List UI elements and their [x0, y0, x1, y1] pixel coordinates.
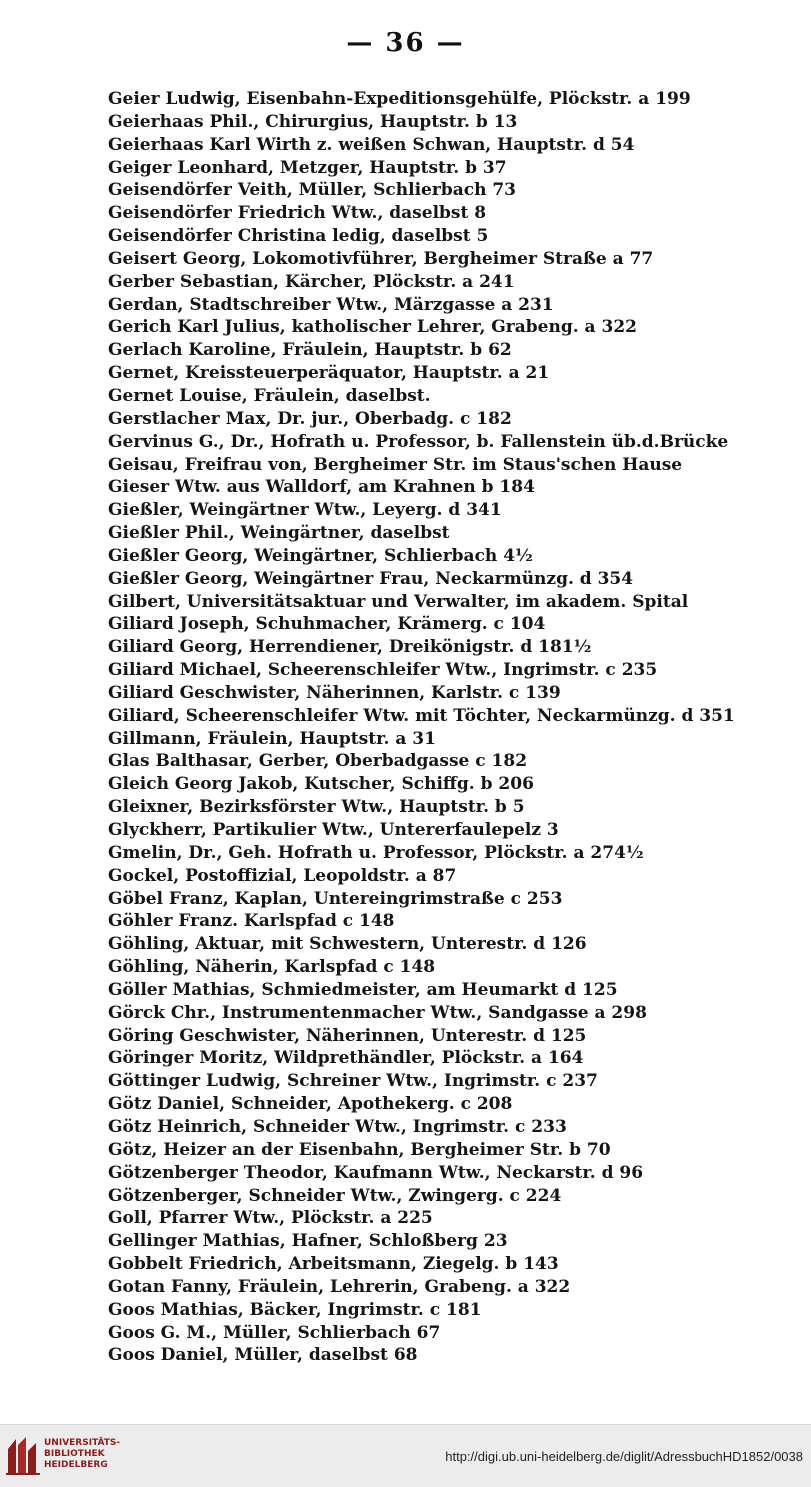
library-name: [44, 1438, 120, 1471]
address-entry: Götzenberger, Schneider Wtw., Zwingerg. c 224: [108, 1185, 562, 1206]
address-entry: Glyckherr, Partikulier Wtw., Untererfaulepelz 3: [108, 820, 559, 840]
address-entry: Goos G. M., Müller, Schlierbach 67: [108, 1322, 441, 1343]
address-entry: Götzenberger Theodor, Kaufmann Wtw., Neckarstr. d 96: [108, 1162, 644, 1183]
address-entry: Göringer Moritz, Wildprethändler, Plöckstr. a 164: [108, 1048, 584, 1069]
address-entry: Gernet Louise, Fräulein, daselbst.: [108, 385, 431, 406]
address-entry: Gerber Sebastian, Kärcher, Plöckstr. a 241: [108, 271, 515, 292]
address-entry: Gießler, Weingärtner Wtw., Leyerg. d 341: [108, 500, 502, 521]
library-name-line-2: BIBLIOTHEK: [44, 1449, 105, 1459]
address-entry: Gleich Georg Jakob, Kutscher, Schiffg. b 206: [108, 774, 534, 795]
address-entry: Göbel Franz, Kaplan, Untereingrimstraße c 253: [108, 888, 563, 909]
address-entry: Gillmann, Fräulein, Hauptstr. a 31: [108, 728, 436, 749]
address-entry: Gobbelt Friedrich, Arbeitsmann, Ziegelg. b 143: [108, 1254, 559, 1275]
address-entry: Goos Mathias, Bäcker, Ingrimstr. c 181: [108, 1299, 482, 1320]
address-entry: Götz Daniel, Schneider, Apothekerg. c 208: [108, 1094, 513, 1115]
address-entry: Göring Geschwister, Näherinnen, Unterestr. d 125: [108, 1025, 587, 1046]
address-entry-list: [108, 88, 808, 1367]
address-entry: Giliard Joseph, Schuhmacher, Krämerg. c 104: [108, 614, 546, 635]
address-entry: Gleixner, Bezirksförster Wtw., Hauptstr. b 5: [108, 797, 525, 818]
address-entry: Gilbert, Universitätsaktuar und Verwalter, im akadem. Spital: [108, 591, 689, 612]
library-name-line-1: UNIVERSITÄTS-: [44, 1438, 121, 1448]
address-entry: Görck Chr., Instrumentenmacher Wtw., Sandgasse a 298: [108, 1002, 647, 1023]
address-entry: Giliard Geschwister, Näherinnen, Karlstr. c 139: [108, 682, 561, 703]
address-entry: Geisendörfer Veith, Müller, Schlierbach 73: [108, 180, 517, 201]
address-entry: Gerdan, Stadtschreiber Wtw., Märzgasse a 231: [108, 294, 554, 315]
address-entry: Geisendörfer Christina ledig, daselbst 5: [108, 226, 489, 247]
page-number: — 36 —: [346, 28, 465, 58]
address-entry: Gmelin, Dr., Geh. Hofrath u. Professor, Plöckstr. a 274½: [108, 842, 644, 863]
address-entry: Götz, Heizer an der Eisenbahn, Bergheimer Str. b 70: [108, 1139, 611, 1160]
address-entry: Gockel, Postoffizial, Leopoldstr. a 87: [108, 865, 457, 886]
address-entry: Geier Ludwig, Eisenbahn-Expeditionsgehülfe, Plöckstr. a 199: [108, 89, 691, 109]
source-url-link[interactable]: http://digi.ub.uni-heidelberg.de/diglit/AdressbuchHD1852/0038: [445, 1449, 803, 1464]
address-entry: Göhling, Aktuar, mit Schwestern, Unterestr. d 126: [108, 934, 587, 955]
address-entry: Gotan Fanny, Fräulein, Lehrerin, Grabeng. a 322: [108, 1276, 571, 1297]
address-entry: Gerstlacher Max, Dr. jur., Oberbadg. c 182: [108, 408, 512, 429]
address-entry: Gießler Georg, Weingärtner, Schlierbach 4½: [108, 545, 533, 566]
address-entry: Geisert Georg, Lokomotivführer, Bergheimer Straße a 77: [108, 248, 654, 269]
address-entry: Geierhaas Phil., Chirurgius, Hauptstr. b 13: [108, 111, 518, 132]
address-entry: Giliard Michael, Scheerenschleifer Wtw., Ingrimstr. c 235: [108, 660, 658, 681]
address-entry: Göhler Franz. Karlspfad c 148: [108, 911, 395, 932]
address-entry: Giliard, Scheerenschleifer Wtw. mit Töchter, Neckarmünzg. d 351: [108, 705, 735, 726]
address-entry: Göhling, Näherin, Karlspfad c 148: [108, 957, 436, 978]
address-entry: Gießler Georg, Weingärtner Frau, Neckarmünzg. d 354: [108, 568, 634, 589]
library-name-line-3: HEIDELBERG: [44, 1460, 108, 1470]
address-entry: Geisau, Freifrau von, Bergheimer Str. im Staus'schen Hause: [108, 454, 683, 475]
address-entry: Goos Daniel, Müller, daselbst 68: [108, 1345, 418, 1366]
library-logo-icon: [6, 1435, 40, 1475]
address-entry: Gießler Phil., Weingärtner, daselbst: [108, 523, 450, 544]
address-entry: Gernet, Kreissteuerperäquator, Hauptstr. a 21: [108, 363, 550, 384]
address-entry: Geisendörfer Friedrich Wtw., daselbst 8: [108, 203, 487, 224]
address-entry: Gellinger Mathias, Hafner, Schloßberg 23: [108, 1231, 508, 1252]
address-entry: Giliard Georg, Herrendiener, Dreikönigstr. d 181½: [108, 637, 592, 658]
address-entry: Göller Mathias, Schmiedmeister, am Heumarkt d 125: [108, 979, 618, 1000]
address-entry: Göttinger Ludwig, Schreiner Wtw., Ingrimstr. c 237: [108, 1071, 598, 1092]
address-entry: Glas Balthasar, Gerber, Oberbadgasse c 182: [108, 751, 528, 772]
address-entry: Gerlach Karoline, Fräulein, Hauptstr. b 62: [108, 340, 512, 361]
address-entry: Geierhaas Karl Wirth z. weißen Schwan, Hauptstr. d 54: [108, 134, 635, 155]
address-entry: Götz Heinrich, Schneider Wtw., Ingrimstr. c 233: [108, 1116, 567, 1137]
address-entry: Gieser Wtw. aus Walldorf, am Krahnen b 184: [108, 477, 535, 498]
address-entry: Gerich Karl Julius, katholischer Lehrer, Grabeng. a 322: [108, 317, 637, 338]
address-entry: Geiger Leonhard, Metzger, Hauptstr. b 37: [108, 157, 507, 178]
address-entry: Gervinus G., Dr., Hofrath u. Professor, b. Fallenstein üb.d.Brücke: [108, 431, 729, 452]
library-footer-bar: [0, 1424, 811, 1487]
address-entry: Goll, Pfarrer Wtw., Plöckstr. a 225: [108, 1208, 433, 1229]
